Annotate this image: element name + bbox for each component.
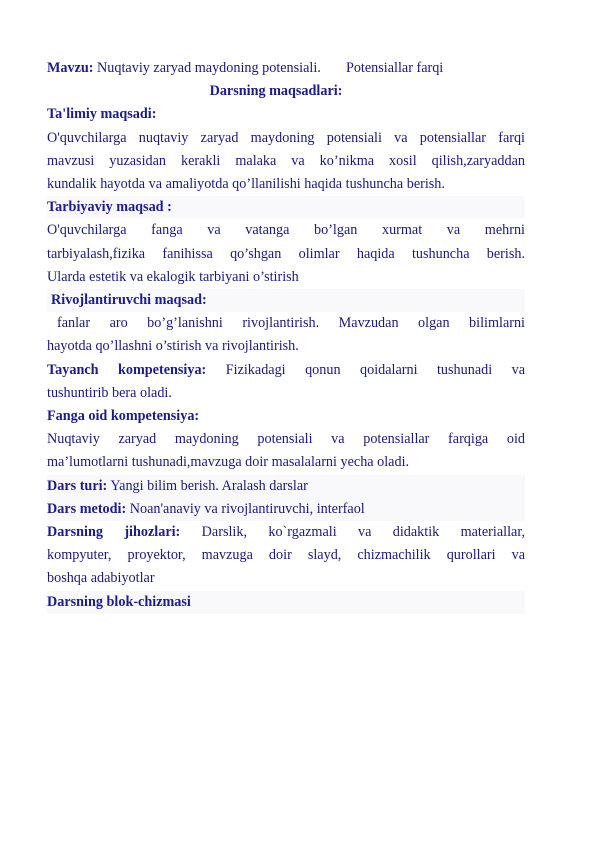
lesson-type-line (47, 475, 525, 498)
lesson-method-value: Noan'anaviy va rivojlantiruvchi, interfaol (129, 500, 365, 517)
upbringing-line: O'quvchilarga fanga va vatanga bo’lgan xurmat va mehrni (47, 222, 525, 239)
developmental-line: fanlar aro bo’g’lanishni rivojlantirish. Mavzudan olgan bilimlarni (57, 315, 525, 332)
educational-line: kundalik hayotda va amaliyotda qo’llanilishi haqida tushuncha berish. (47, 176, 445, 193)
topic-extra: Potensiallar farqi (345, 60, 444, 76)
developmental-line: hayotda qo’llashni o’stirish va rivojlantirish. (47, 338, 299, 355)
equipment-line2: kompyuter, proyektor, mavzuga doir slayd, chizmachilik qurollari va (47, 547, 525, 564)
upbringing-line: tarbiyalash,fizika fanihissa qo’shgan olimlar haqida tushuncha berish. (47, 245, 525, 262)
educational-line: mavzusi yuzasidan kerakli malaka va ko’nikma xosil qilish,zaryaddan (47, 152, 525, 169)
upbringing-title: Tarbiyaviy maqsad : (47, 196, 525, 219)
educational-line: O'quvchilarga nuqtaviy zaryad maydoning potensiali va potensiallar farqi (47, 129, 525, 146)
core-competence-text: Fizikadagi qonun qoidalarni tushunadi va (225, 361, 526, 378)
objectives-title: Darsning maqsadlari: (209, 83, 343, 100)
equipment-line (47, 521, 525, 544)
equipment-text: Darslik, ko`rgazmali va didaktik materiallar, (201, 524, 526, 541)
developmental-title: Rivojlantiruvchi maqsad: (47, 289, 525, 312)
lesson-plan-document (47, 57, 525, 614)
core-competence-label: Tayanch kompetensiya: (47, 361, 207, 378)
block-diagram-title: Darsning blok-chizmasi (47, 591, 525, 614)
core-competence-line2: tushuntirib bera oladi. (47, 384, 172, 401)
equipment-label: Darsning jihozlari: (47, 524, 181, 541)
lesson-type-label: Dars turi: (47, 477, 108, 494)
educational-title: Ta'limiy maqsadi: (47, 106, 157, 123)
equipment-line3: boshqa adabiyotlar (47, 570, 155, 587)
topic-label: Mavzu: (47, 60, 94, 76)
core-competence-line (47, 359, 525, 382)
upbringing-line: Ularda estetik va ekalogik tarbiyani o’stirish (47, 268, 299, 285)
subject-competence-line: Nuqtaviy zaryad maydoning potensiali va potensiallar farqiga oid (47, 431, 525, 448)
lesson-method-line (47, 498, 525, 521)
subject-competence-line: ma’lumotlarni tushunadi,mavzuga doir masalalarni yecha oladi. (47, 454, 410, 471)
topic-text: Nuqtaviy zaryad maydoning potensiali. (97, 60, 321, 76)
topic-line (47, 57, 525, 80)
lesson-method-label: Dars metodi: (47, 500, 127, 517)
lesson-type-value: Yangi bilim berish. Aralash darslar (110, 477, 308, 494)
subject-competence-title: Fanga oid kompetensiya: (47, 408, 200, 425)
